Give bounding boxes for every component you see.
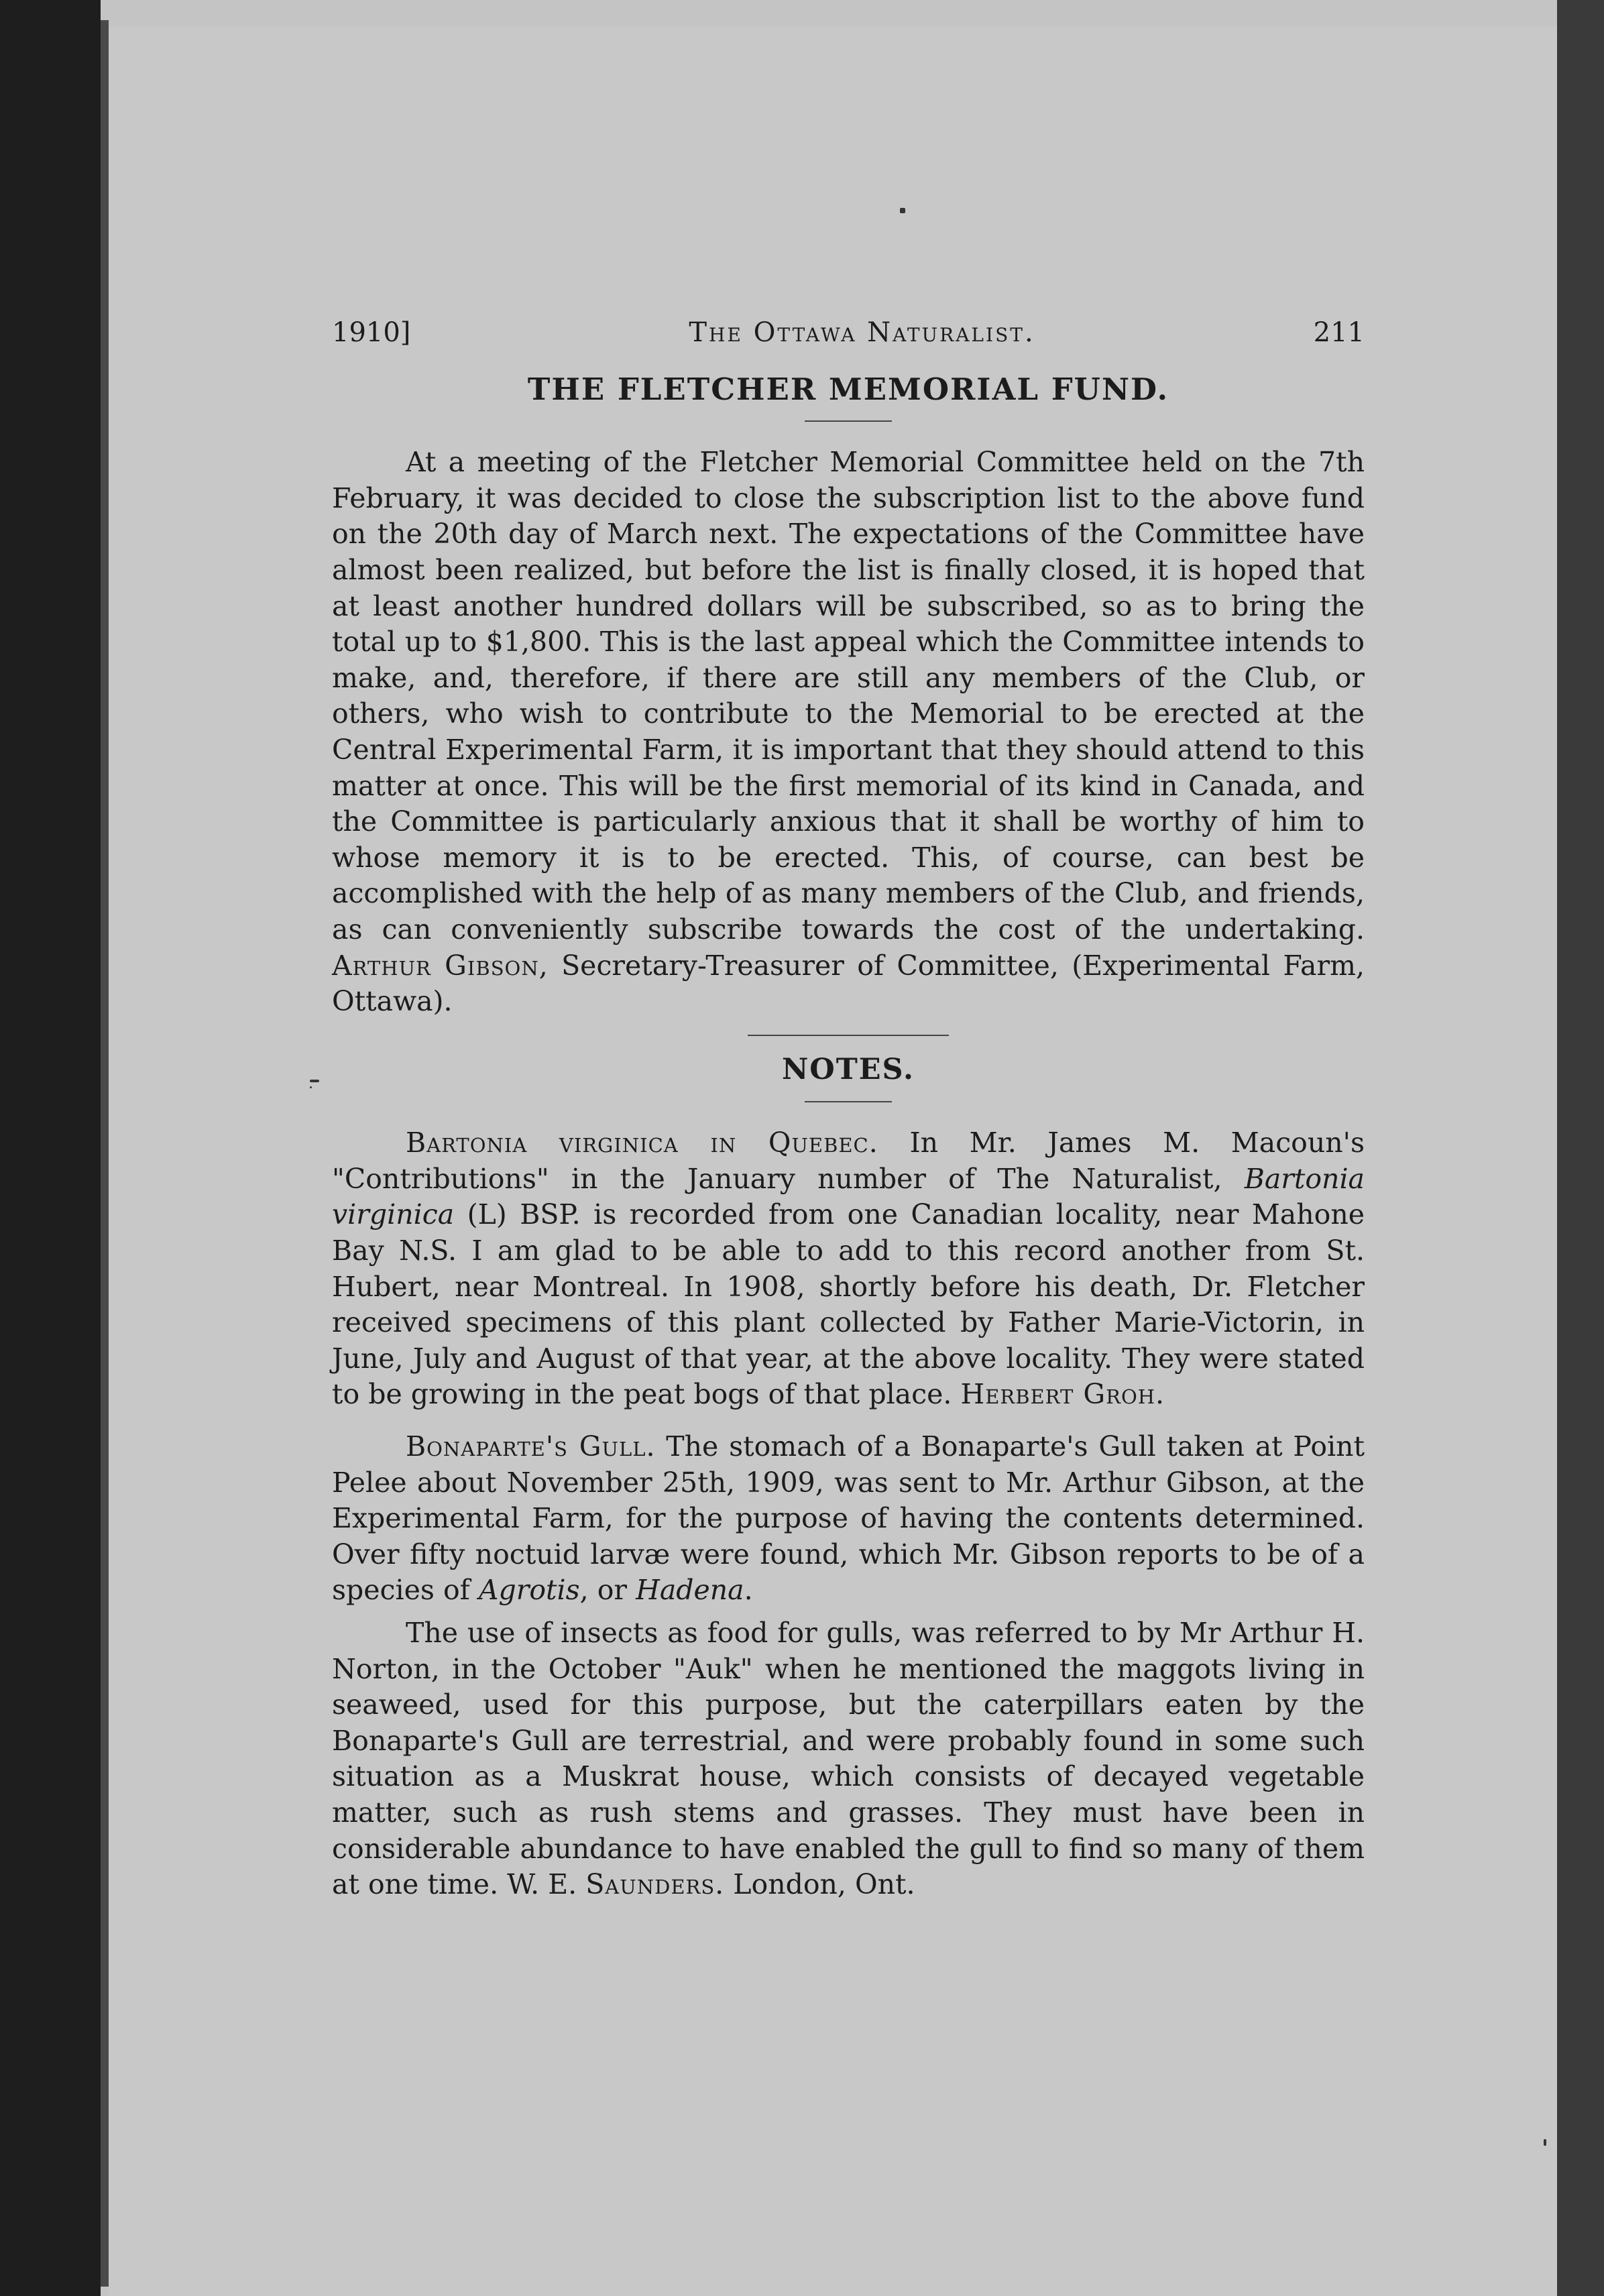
running-head	[332, 315, 1365, 351]
binding-gutter	[0, 0, 101, 2296]
dust-speck	[1544, 2139, 1546, 2146]
article-title: THE FLETCHER MEMORIAL FUND.	[527, 371, 1169, 407]
note-insects-author-place: London, Ont.	[733, 1868, 915, 1901]
article-signature: Arthur Gibson,	[332, 949, 549, 982]
page-edge-shadow	[1557, 0, 1604, 2296]
note-bartonia-author: Herbert Groh.	[960, 1378, 1165, 1411]
page-number: 211	[1313, 317, 1365, 348]
article-signature-detail: Secretary-Treasurer of Committee, (Experimental Farm, Ottawa).	[332, 949, 1365, 1018]
notes-title: NOTES.	[781, 1052, 915, 1086]
note-gull	[332, 1429, 1365, 1609]
spacer	[332, 1413, 1365, 1429]
note-insects-author-initials: W. E.	[507, 1868, 577, 1901]
note-gull-heading: Bonaparte's Gull.	[406, 1430, 656, 1463]
note-bartonia-text-a: In Mr. James M. Macoun's "Contributions" in the January number of The Naturalist,	[332, 1127, 1365, 1195]
text-column	[332, 315, 1365, 1903]
dust-speck	[310, 1086, 312, 1088]
title-divider	[805, 420, 892, 422]
dust-speck	[310, 1080, 319, 1082]
note-gull-genus-1: Agrotis	[478, 1574, 580, 1607]
section-divider	[748, 1035, 949, 1036]
note-bartonia-text-b: (L) BSP. is recorded from one Canadian locality, near Mahone Bay N.S. I am glad to be able to add to this record another from St. Hubert, near Montreal. In 1908, shortly before his death, Dr. Fletcher received specimens of this plant collected by Father Marie-Victorin, in June, July and August of that year, at the above locality. They were stated to be growing in the peat bogs of that place.	[332, 1198, 1365, 1411]
running-head-year: 1910]	[332, 317, 411, 348]
dust-speck	[900, 208, 905, 213]
notes-divider	[805, 1101, 892, 1102]
note-insects-author-name: Saunders.	[585, 1868, 725, 1901]
running-head-journal: The Ottawa Naturalist.	[689, 317, 1035, 348]
note-insects-text: The use of insects as food for gulls, was referred to by Mr Arthur H. Norton, in the October "Auk" when he mentioned the maggots living in seaweed, used for this purpose, but the caterpillars eaten by the Bonaparte's Gull are terrestrial, and were probably found in some such situation as a Muskrat house, which consists of decayed vegetable matter, such as rush stems and grasses. They must have been in considerable abundance to have enabled the gull to find so many of them at one time.	[332, 1617, 1365, 1901]
note-gull-text: The stomach of a Bonaparte's Gull taken at Point Pelee about November 25th, 1909, was sent to Mr. Arthur Gibson, at the Experimental Farm, for the purpose of having the contents determined. Over fifty noctuid larvæ were found, which Mr. Gibson reports to be of a species of	[332, 1430, 1365, 1607]
note-gull-end: .	[744, 1574, 753, 1607]
note-insects	[332, 1615, 1365, 1903]
article-paragraph	[332, 445, 1365, 1020]
note-bartonia-species: Bartonia virginica	[332, 1162, 1365, 1231]
note-gull-genus-2: Hadena	[636, 1574, 744, 1607]
note-gull-or: , or	[579, 1574, 628, 1607]
article-body: At a meeting of the Fletcher Memorial Committee held on the 7th February, it was decided to close the subscription list to the above fund on the 20th day of March next. The expectations of the Committee have almost been realized, but before the list is finally closed, it is hoped that at least another hundred dollars will be subscribed, so as to bring the total up to $1,800. This is the last appeal which the Committee intends to make, and, therefore, if there are still any members of the Club, or others, who wish to contribute to the Memorial to be erected at the Central Experimental Farm, it is important that they should attend to this matter at once. This will be the first memorial of its kind in Canada, and the Committee is particularly anxious that it shall be worthy of him to whose memory it is to be erected. This, of course, can best be accomplished with the help of as many members of the Club, and friends, as can conveniently subscribe towards the cost of the undertaking.	[332, 446, 1365, 945]
note-bartonia-heading: Bartonia virginica in Quebec.	[406, 1127, 878, 1159]
spacer	[332, 1609, 1365, 1615]
note-bartonia	[332, 1125, 1365, 1413]
binding-edge	[101, 20, 109, 2287]
